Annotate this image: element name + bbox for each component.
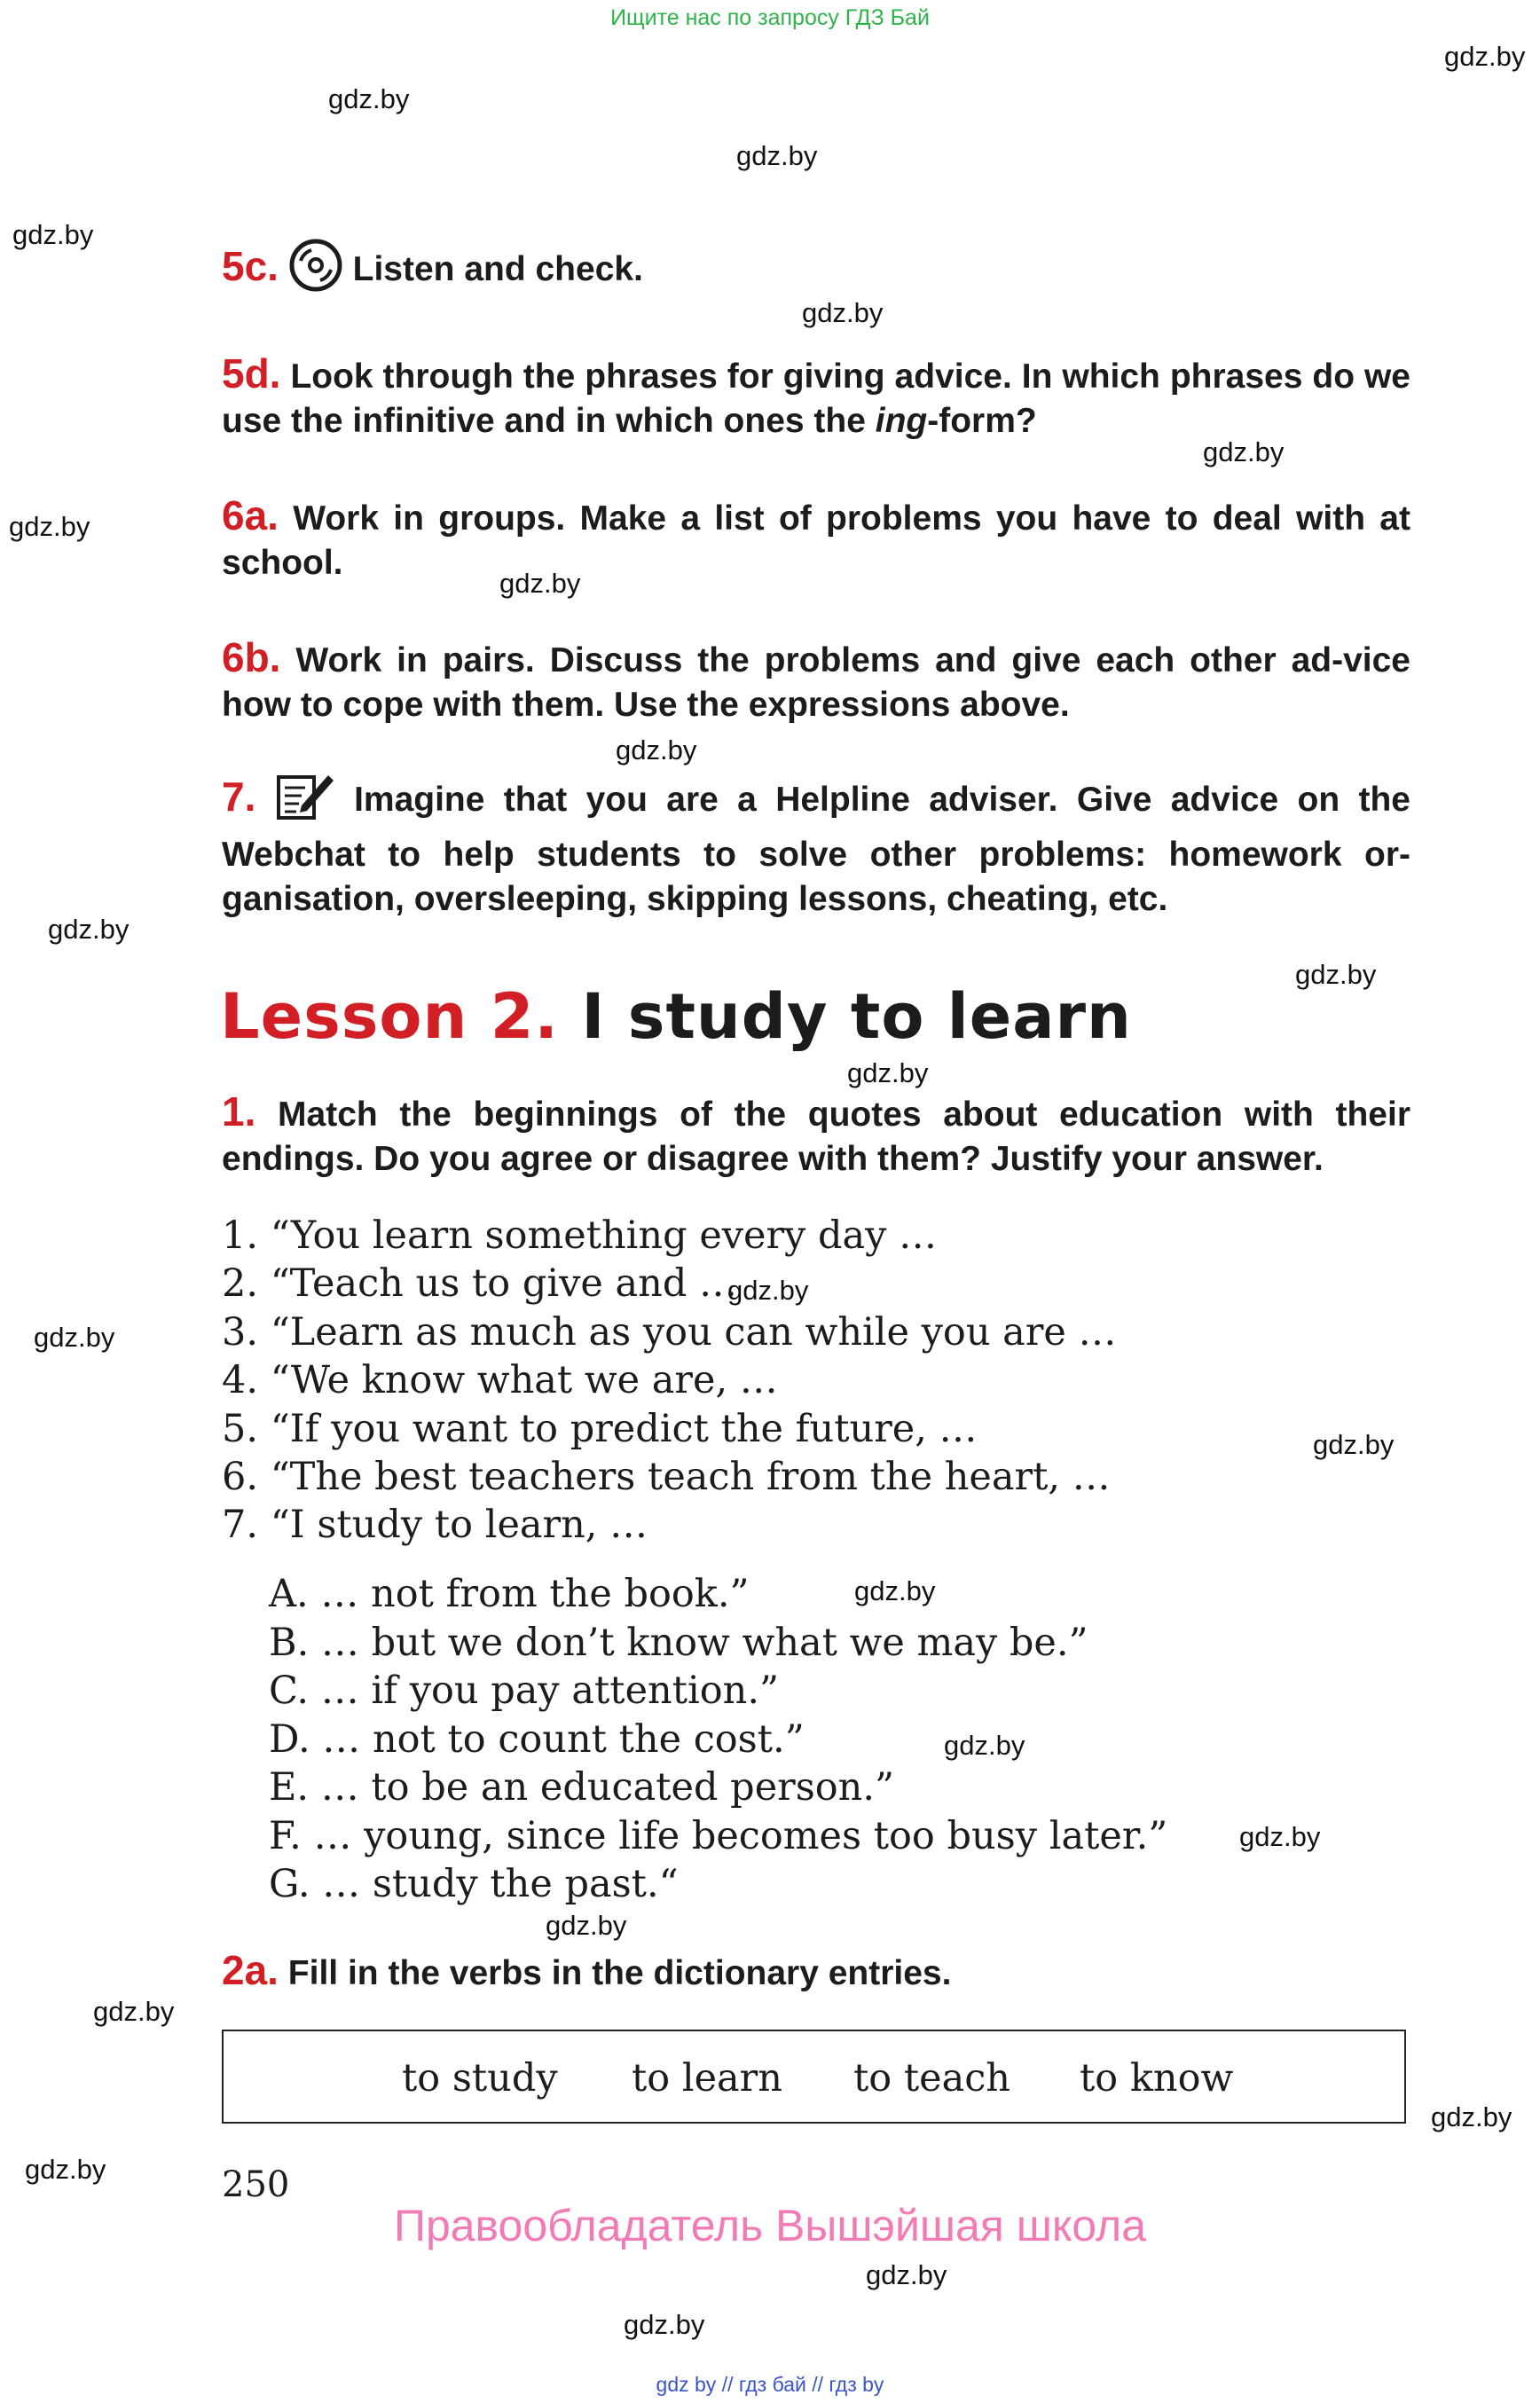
watermark: gdz.by: [736, 140, 818, 171]
task-text: Look through the phrases for giving advice. In which phrases do we use the infinitive and in which ones the: [222, 357, 1410, 440]
watermark: gdz.by: [802, 297, 884, 328]
watermark: gdz.by: [499, 568, 581, 599]
task-7: [222, 770, 1410, 922]
footer-links[interactable]: gdz by // гдз бай // гдз by: [656, 2373, 884, 2396]
lesson-label: Lesson 2.: [220, 980, 560, 1053]
quote-ending: C. … if you pay attention.”: [269, 1669, 779, 1713]
task-text-italic: ing: [875, 402, 928, 440]
watermark: gdz.by: [624, 2309, 705, 2340]
watermark: gdz.by: [854, 1575, 936, 1606]
verb-word: to study: [402, 2056, 558, 2101]
watermark: gdz.by: [48, 914, 130, 945]
watermark: gdz.by: [1239, 1821, 1321, 1852]
quote-ending: B. … but we don’t know what we may be.”: [269, 1621, 1088, 1665]
task-text: Imagine that you are a Helpline adviser. Give advice on the Webchat to help students to solve other problems: homework or-ganisation, oversleeping, skipping lessons, cheating, etc.: [222, 780, 1410, 918]
task-number: 7.: [222, 773, 256, 820]
task-text: Fill in the verbs in the dictionary entries.: [287, 1954, 952, 1992]
watermark: gdz.by: [616, 734, 697, 766]
watermark: gdz.by: [1431, 2101, 1512, 2132]
watermark: gdz.by: [847, 1057, 929, 1088]
page-number: 250: [222, 2164, 290, 2205]
watermark: gdz.by: [34, 1322, 115, 1353]
lesson-title: I study to learn: [581, 980, 1132, 1053]
watermark: gdz.by: [25, 2154, 106, 2185]
search-banner: Ищите нас по запросу ГДЗ Бай: [610, 5, 930, 30]
copyright-notice: Правообладатель Вышэйшая школа: [394, 2201, 1146, 2250]
task-text: Work in groups. Make a list of problems you have to deal with at school.: [222, 499, 1410, 582]
task-1: [222, 1089, 1410, 1182]
task-text: -form?: [927, 402, 1037, 440]
task-number: 5c.: [222, 242, 279, 289]
task-2a: [222, 1948, 1410, 1996]
lesson-heading: [220, 980, 1132, 1053]
quote-ending: G. … study the past.“: [269, 1862, 679, 1906]
quote-ending: A. … not from the book.”: [269, 1572, 750, 1616]
task-6b: [222, 635, 1410, 727]
task-number: 6a.: [222, 492, 279, 538]
task-number: 1.: [222, 1088, 256, 1135]
verb-word: to know: [1080, 2056, 1234, 2101]
quote-ending: E. … to be an educated person.”: [269, 1765, 895, 1810]
quote-beginning: 3. “Learn as much as you can while you are …: [222, 1310, 1117, 1355]
verb-word: to teach: [853, 2056, 1010, 2101]
watermark: gdz.by: [1203, 436, 1285, 467]
quote-ending: F. … young, since life becomes too busy later.”: [269, 1814, 1168, 1858]
task-5c: [222, 238, 1410, 304]
watermark: gdz.by: [1444, 41, 1526, 72]
task-number: 2a.: [222, 1947, 279, 1993]
verb-word: to learn: [632, 2056, 782, 2101]
watermark: gdz.by: [328, 83, 410, 114]
watermark: gdz.by: [727, 1275, 809, 1306]
quote-ending: D. … not to count the cost.”: [269, 1717, 805, 1762]
quote-beginning: 6. “The best teachers teach from the heart, …: [222, 1455, 1111, 1499]
writing-icon: [275, 770, 335, 833]
watermark: gdz.by: [12, 219, 94, 250]
task-text: Match the beginnings of the quotes about education with their endings. Do you agree or disagree with them? Justify your answer.: [222, 1095, 1410, 1178]
watermark: gdz.by: [9, 511, 90, 542]
task-number: 6b.: [222, 634, 281, 680]
quote-beginning: 7. “I study to learn, …: [222, 1503, 648, 1547]
quote-beginning: 5. “If you want to predict the future, …: [222, 1407, 978, 1451]
task-text: Work in pairs. Discuss the problems and give each other ad-vice how to cope with them. Use the expressions above.: [222, 641, 1410, 724]
task-5d: [222, 351, 1410, 444]
cd-icon: [288, 238, 343, 304]
quote-beginning: 4. “We know what we are, …: [222, 1358, 778, 1402]
watermark: gdz.by: [866, 2259, 947, 2290]
watermark: gdz.by: [1295, 959, 1377, 990]
task-6a: [222, 493, 1410, 585]
task-text: Listen and check.: [352, 249, 643, 288]
watermark: gdz.by: [944, 1730, 1025, 1761]
quote-beginning: 1. “You learn something every day …: [222, 1213, 938, 1258]
watermark: gdz.by: [93, 1996, 175, 2027]
watermark: gdz.by: [1313, 1429, 1395, 1460]
quote-beginning: 2. “Teach us to give and …: [222, 1261, 738, 1306]
watermark: gdz.by: [546, 1910, 627, 1941]
task-number: 5d.: [222, 350, 281, 397]
